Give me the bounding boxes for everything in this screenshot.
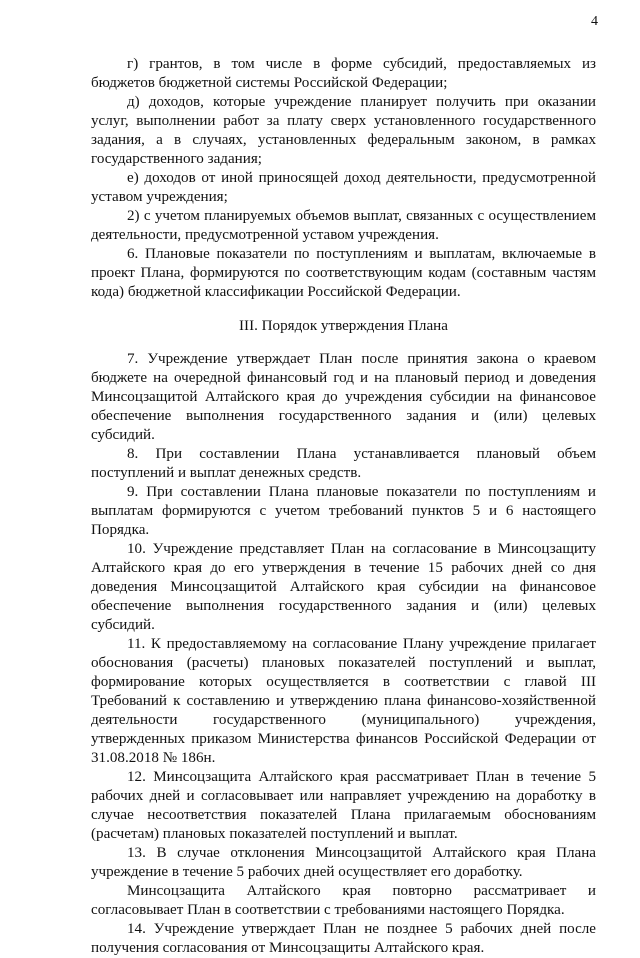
paragraph-item-8: 8. При составлении Плана устанавливается плановый объем поступлений и выплат денежных средств. xyxy=(91,446,596,481)
page-number: 4 xyxy=(591,14,598,29)
paragraph-item-13: 13. В случае отклонения Минсоцзащитой Алтайского края Плана учреждение в течение 5 рабочих дней осуществляет его доработку. xyxy=(91,845,596,880)
paragraph-subitem-e: е) доходов от иной приносящей доход деятельности, предусмотренной уставом учреждения; xyxy=(91,170,596,205)
paragraph-item-7: 7. Учреждение утверждает План после принятия закона о краевом бюджете на очередной финансовый год и на плановый период и доведения Минсоцзащитой Алтайского края до учреждения субсидии на финансовое обеспечение выполнения государственного задания и (или) целевых субсидий. xyxy=(91,351,596,443)
paragraph-item-14: 14. Учреждение утверждает План не позднее 5 рабочих дней после получения согласования от Минсоцзащиты Алтайского края. xyxy=(91,921,596,956)
paragraph-subitem-d: д) доходов, которые учреждение планирует получить при оказании услуг, выполнении работ за плату сверх установленного государственного задания, а в случаях, установленных федеральным законом, в рамках государственного задания; xyxy=(91,94,596,167)
paragraph-item-11: 11. К предоставляемому на согласование Плану учреждение прилагает обоснования (расчеты) плановых показателей поступлений и выплат, формирование которых осуществляется в соответствии с главой III Требований к составлению и утверждению плана финансово-хозяйственной деятельности государственного (муниципального) учреждения, утвержденных приказом Министерства финансов Российской Федерации от 31.08.2018 № 186н. xyxy=(91,636,596,766)
paragraph-item-2: 2) с учетом планируемых объемов выплат, связанных с осуществлением деятельности, предусмотренной уставом учреждения. xyxy=(91,208,596,243)
paragraph-item-13-continued: Минсоцзащита Алтайского края повторно рассматривает и согласовывает План в соответствии с требованиями настоящего Порядка. xyxy=(91,883,596,918)
paragraph-item-6: 6. Плановые показатели по поступлениям и выплатам, включаемые в проект Плана, формируются по соответствующим кодам (составным частям кода) бюджетной классификации Российской Федерации. xyxy=(91,246,596,300)
paragraph-item-9: 9. При составлении Плана плановые показатели по поступлениям и выплатам формируются с учетом требований пунктов 5 и 6 настоящего Порядка. xyxy=(91,484,596,538)
paragraph-item-10: 10. Учреждение представляет План на согласование в Минсоцзащиту Алтайского края до его утверждения в течение 15 рабочих дней со дня доведения Минсоцзащитой Алтайского края субсидии на финансовое обеспечение выполнения государственного задания и (или) целевых субсидий. xyxy=(91,541,596,633)
paragraph-subitem-g: г) грантов, в том числе в форме субсидий, предоставляемых из бюджетов бюджетной системы Российской Федерации; xyxy=(91,56,596,91)
paragraph-item-12: 12. Минсоцзащита Алтайского края рассматривает План в течение 5 рабочих дней и согласовывает или направляет учреждению на доработку в случае несоответствия показателей Плана прилагаемым обоснованиям (расчетам) плановых показателей поступлений и выплат. xyxy=(91,769,596,842)
document-body xyxy=(91,55,596,958)
section-heading: III. Порядок утверждения Плана xyxy=(239,318,448,334)
